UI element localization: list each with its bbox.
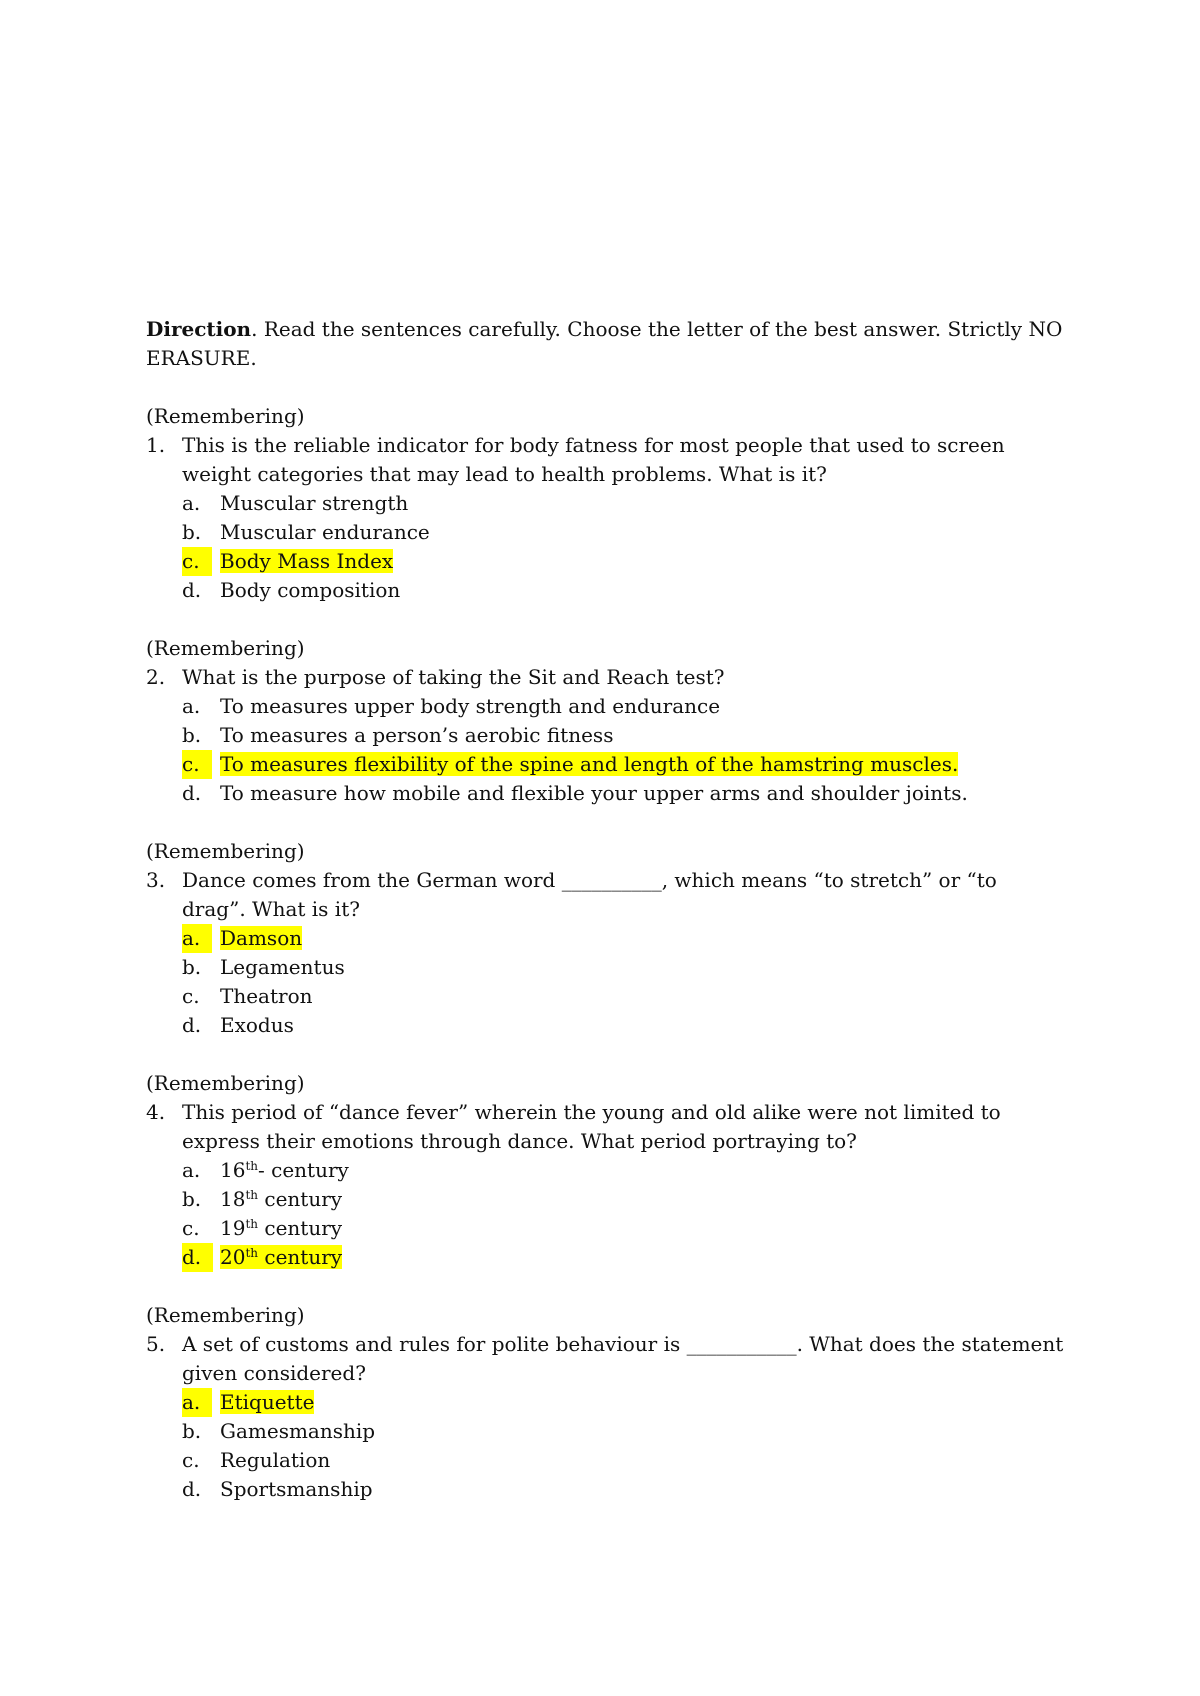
choice-letter: b. — [182, 955, 202, 979]
choice-text — [220, 1158, 349, 1182]
choice-letter: a. — [182, 491, 201, 515]
choice-item — [146, 779, 1066, 808]
century-word: century — [258, 1187, 343, 1211]
century-word: - century — [258, 1158, 349, 1182]
choice-letter: d. — [182, 1013, 202, 1037]
choice-letter: d. — [182, 1243, 213, 1272]
choice-list — [146, 489, 1066, 605]
direction-paragraph — [146, 315, 1066, 373]
choice-list — [146, 1388, 1066, 1504]
choice-text: Damson — [220, 926, 303, 950]
ordinal-suffix: th — [245, 1159, 259, 1173]
choice-item — [146, 1475, 1066, 1504]
choice-letter: c. — [182, 984, 200, 1008]
choice-letter: d. — [182, 781, 202, 805]
ordinal-suffix: th — [245, 1188, 259, 1202]
choice-text: Sportsmanship — [220, 1477, 373, 1501]
choice-text: Regulation — [220, 1448, 331, 1472]
choice-letter: c. — [182, 750, 212, 779]
question-level: (Remembering) — [146, 1071, 305, 1095]
choice-list — [146, 924, 1066, 1040]
choice-letter: a. — [182, 924, 212, 953]
ordinal-suffix: th — [245, 1217, 259, 1231]
choice-letter: c. — [182, 1448, 200, 1472]
choice-text: Body composition — [220, 578, 401, 602]
choice-item — [146, 1214, 1066, 1243]
choice-item — [146, 953, 1066, 982]
choice-text: Muscular endurance — [220, 520, 430, 544]
choice-item — [146, 518, 1066, 547]
question-text: What is the purpose of taking the Sit and Reach test? — [182, 665, 725, 689]
choice-text: Gamesmanship — [220, 1419, 376, 1443]
choice-text: To measures a person’s aerobic fitness — [220, 723, 614, 747]
choice-letter: a. — [182, 694, 201, 718]
question-text: A set of customs and rules for polite behaviour is ___________. What does the statement given considered? — [182, 1332, 1064, 1385]
choice-text: Exodus — [220, 1013, 294, 1037]
question-text: Dance comes from the German word __________, which means “to stretch” or “to drag”. What is it? — [182, 868, 997, 921]
choice-text: Body Mass Index — [220, 549, 394, 573]
choice-item — [146, 1011, 1066, 1040]
question-number: 2. — [146, 665, 166, 689]
question-block — [146, 634, 1066, 808]
choice-text: Legamentus — [220, 955, 345, 979]
question-text: This period of “dance fever” wherein the young and old alike were not limited to express their emotions through dance. What period portraying to? — [182, 1100, 1001, 1153]
question-block — [146, 402, 1066, 605]
question-block — [146, 1301, 1066, 1504]
century-number: 19 — [220, 1216, 246, 1240]
choice-letter: b. — [182, 723, 202, 747]
question-text-row — [146, 866, 1066, 924]
choice-letter: a. — [182, 1158, 201, 1182]
choice-item — [146, 721, 1066, 750]
question-text-row — [146, 1098, 1066, 1156]
exam-page — [146, 315, 1066, 1533]
question-text-row — [146, 1330, 1066, 1388]
choice-letter: b. — [182, 520, 202, 544]
choice-item-correct — [146, 547, 1066, 576]
direction-label: Direction — [146, 317, 252, 341]
century-number: 18 — [220, 1187, 246, 1211]
question-block — [146, 837, 1066, 1040]
question-text-row — [146, 663, 1066, 692]
question-level: (Remembering) — [146, 404, 305, 428]
choice-item — [146, 1185, 1066, 1214]
century-number: 20 — [220, 1245, 246, 1269]
choice-item — [146, 1446, 1066, 1475]
question-number: 5. — [146, 1332, 166, 1356]
century-word: century — [258, 1245, 343, 1269]
choice-text: To measures flexibility of the spine and length of the hamstring muscles. — [220, 752, 959, 776]
choice-text: Muscular strength — [220, 491, 409, 515]
choice-letter: a. — [182, 1388, 212, 1417]
choice-text — [220, 1187, 342, 1211]
choice-text — [220, 1245, 342, 1269]
century-number: 16 — [220, 1158, 246, 1182]
choice-text: To measure how mobile and flexible your upper arms and shoulder joints. — [220, 781, 968, 805]
direction-text: . Read the sentences carefully. Choose the letter of the best answer. Strictly NO ERASURE. — [146, 317, 1063, 370]
ordinal-suffix: th — [245, 1246, 259, 1260]
choice-letter: c. — [182, 547, 212, 576]
choice-letter: b. — [182, 1187, 202, 1211]
choice-letter: d. — [182, 578, 202, 602]
question-text-row — [146, 431, 1066, 489]
choice-text: Theatron — [220, 984, 313, 1008]
choice-item — [146, 1417, 1066, 1446]
question-level: (Remembering) — [146, 636, 305, 660]
choice-item — [146, 489, 1066, 518]
choice-text: To measures upper body strength and endurance — [220, 694, 721, 718]
choice-letter: c. — [182, 1216, 200, 1240]
choice-item — [146, 576, 1066, 605]
choice-item-correct — [146, 1243, 1066, 1272]
question-level: (Remembering) — [146, 1303, 305, 1327]
choice-letter: d. — [182, 1477, 202, 1501]
question-number: 3. — [146, 868, 166, 892]
choice-item-correct — [146, 750, 1066, 779]
question-number: 1. — [146, 433, 166, 457]
choice-text: Etiquette — [220, 1390, 315, 1414]
choice-text — [220, 1216, 342, 1240]
century-word: century — [258, 1216, 343, 1240]
choice-list — [146, 692, 1066, 808]
choice-item — [146, 692, 1066, 721]
choice-list — [146, 1156, 1066, 1272]
question-block — [146, 1069, 1066, 1272]
choice-item-correct — [146, 1388, 1066, 1417]
choice-item-correct — [146, 924, 1066, 953]
choice-item — [146, 982, 1066, 1011]
question-text: This is the reliable indicator for body fatness for most people that used to screen weight categories that may lead to health problems. What is it? — [182, 433, 1005, 486]
question-number: 4. — [146, 1100, 166, 1124]
choice-item — [146, 1156, 1066, 1185]
question-level: (Remembering) — [146, 839, 305, 863]
choice-letter: b. — [182, 1419, 202, 1443]
